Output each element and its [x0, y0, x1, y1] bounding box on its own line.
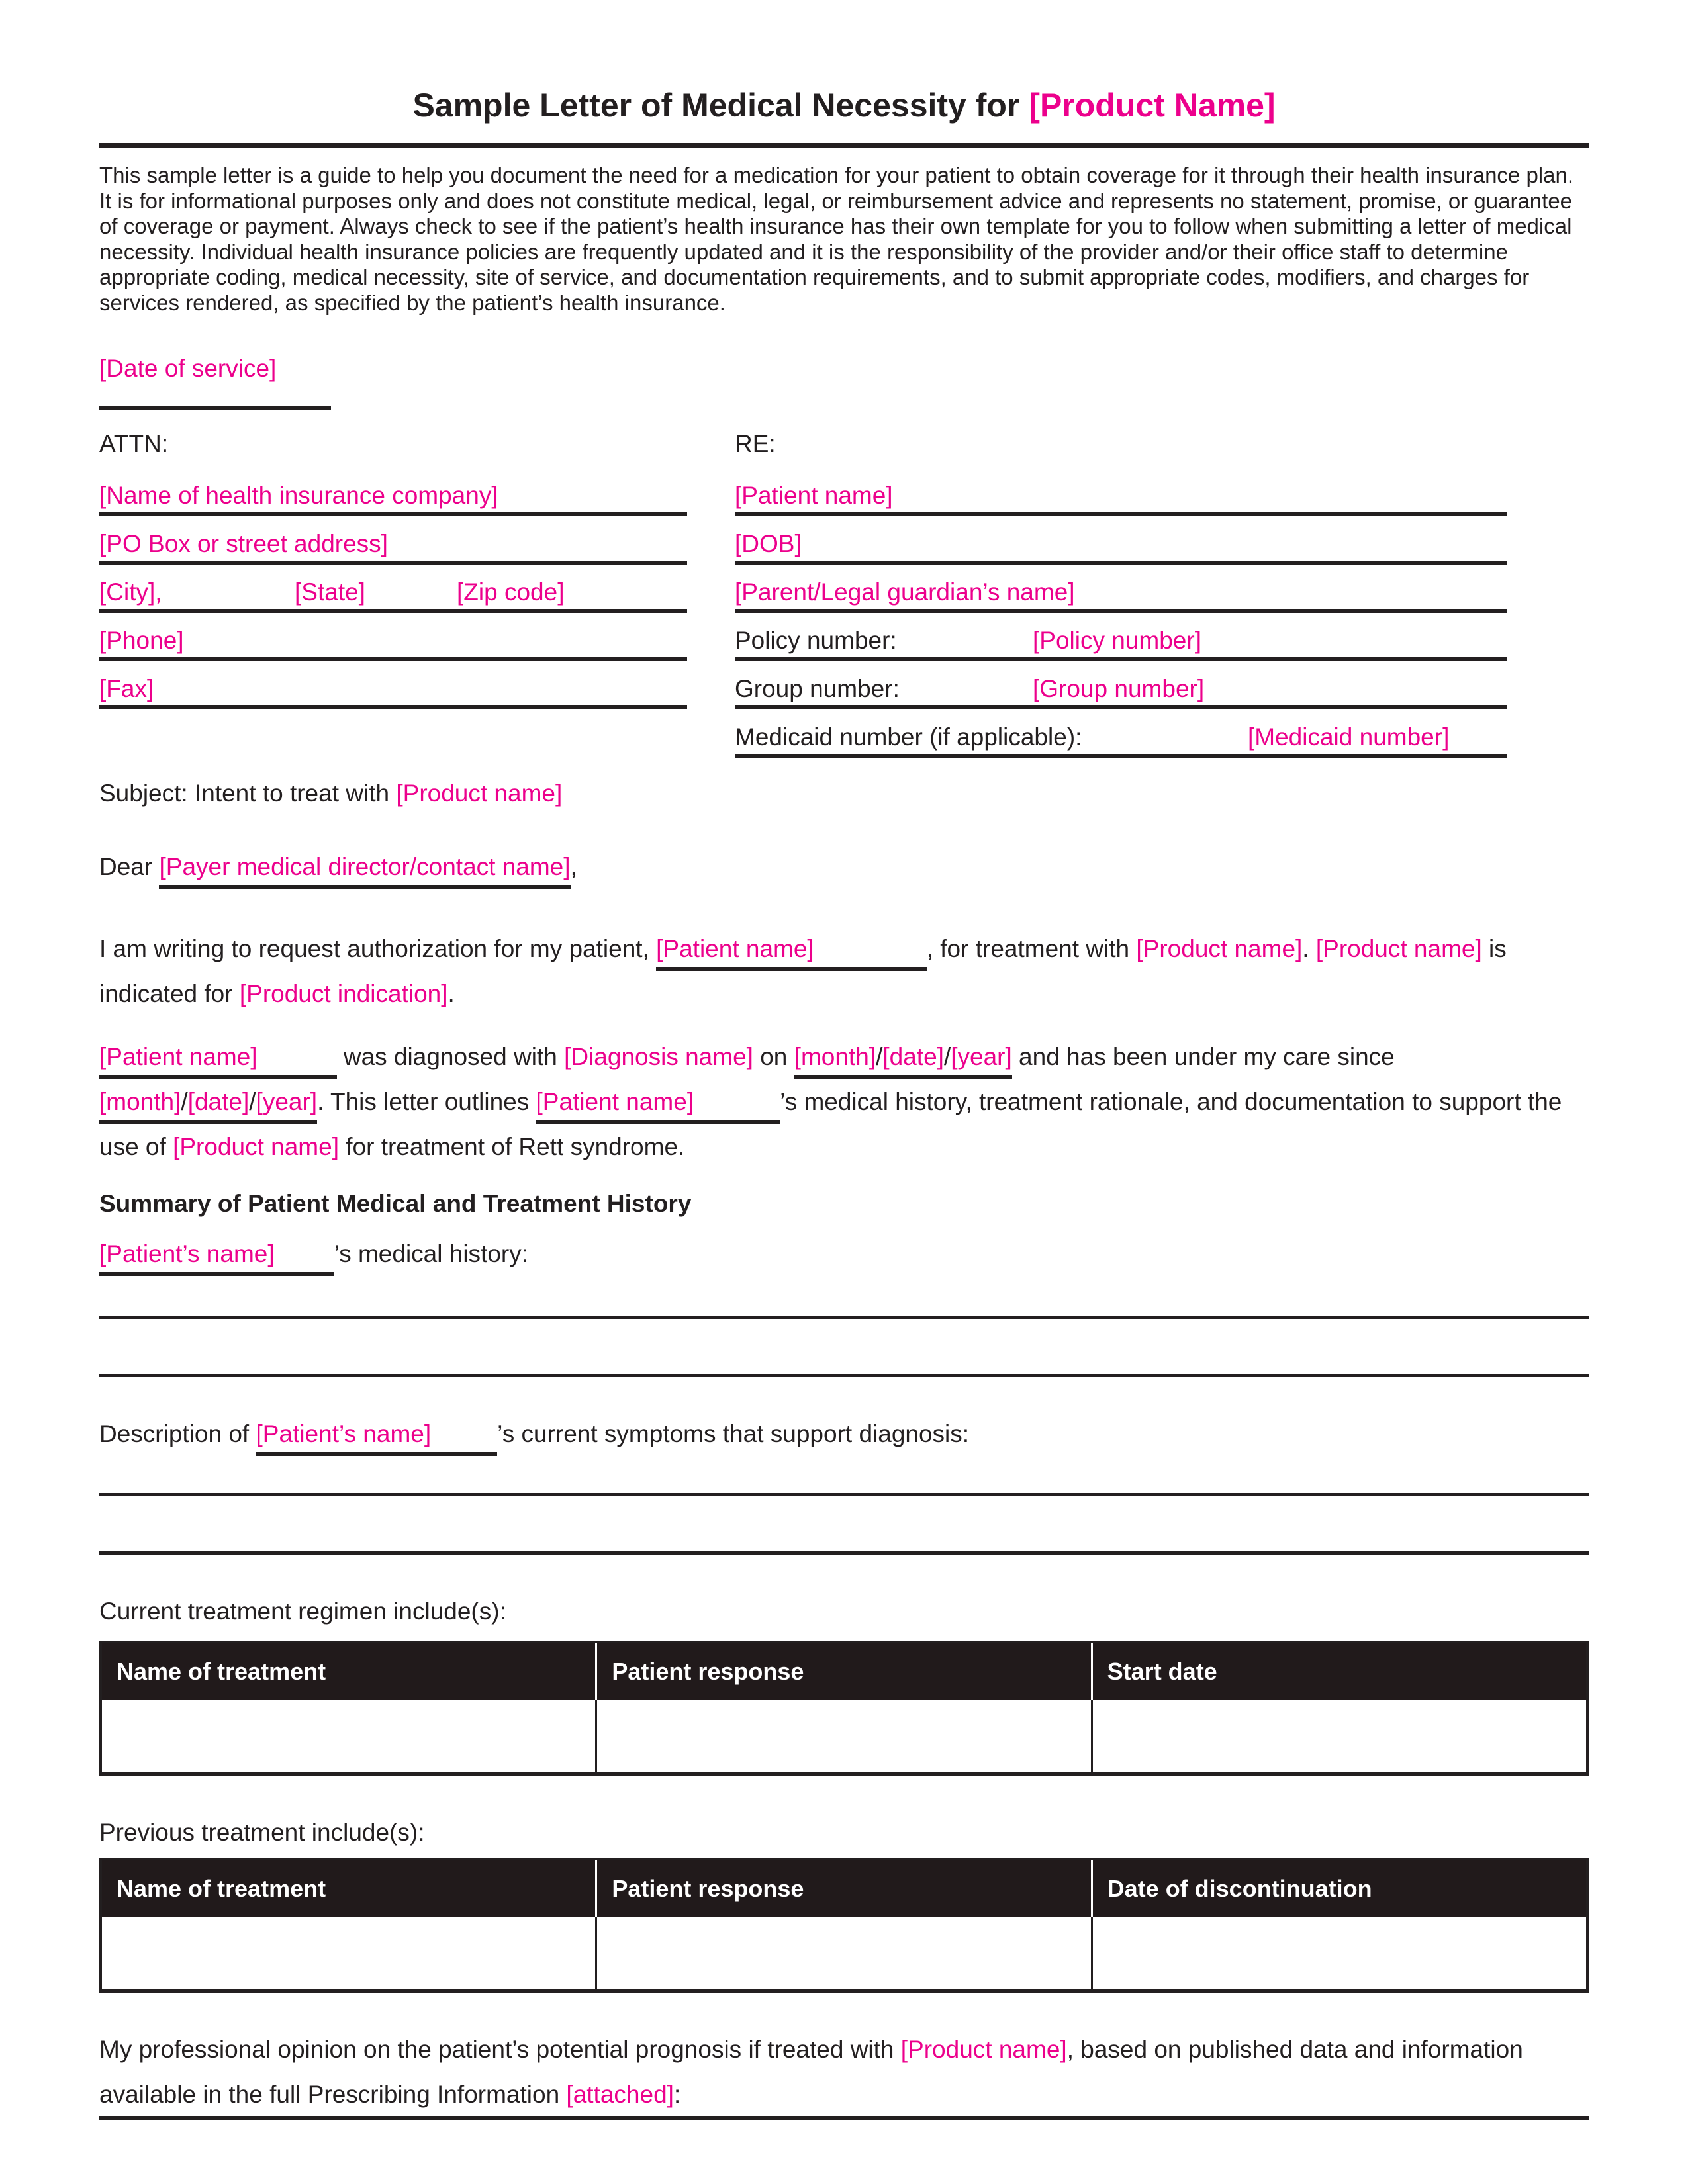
- para2-diagnosis-placeholder: [Diagnosis name]: [564, 1043, 753, 1070]
- field-group-number: [735, 661, 1507, 709]
- re-label: RE:: [735, 430, 776, 457]
- field-dob: [735, 516, 1507, 565]
- para2-date2-fill: [99, 1088, 317, 1124]
- writing-line: [99, 1316, 1589, 1319]
- previous-treatment-table: [99, 1858, 1589, 1993]
- para2-slash: /: [181, 1088, 188, 1115]
- para2-patient1-placeholder: [Patient name]: [99, 1043, 258, 1070]
- header-patient-response: Patient response: [597, 1860, 1092, 1917]
- medhist-patient-fill: [99, 1240, 334, 1276]
- description-text2: ’s current symptoms that support diagnosis:: [497, 1420, 970, 1447]
- page-title-text: Sample Letter of Medical Necessity for: [412, 87, 1029, 124]
- salutation-line: [99, 853, 1589, 881]
- para1-text2: , for treatment with: [926, 935, 1137, 962]
- para1-blank: [814, 956, 927, 957]
- previous-treatment-caption: Previous treatment include(s):: [99, 1819, 425, 1846]
- para1-text4: is indicated for: [99, 935, 1507, 1007]
- para2-date1-placeholder: [date]: [882, 1043, 944, 1070]
- para1-patient-fill: [656, 935, 927, 971]
- writing-line: [99, 2116, 1589, 2120]
- subject-line: [99, 780, 1589, 807]
- para2-slash: /: [876, 1043, 883, 1070]
- para2-patient2-fill: [536, 1088, 780, 1124]
- medhist-text: ’s medical history:: [334, 1240, 529, 1267]
- para2-patient2-placeholder: [Patient name]: [536, 1088, 694, 1115]
- para2-year1-placeholder: [year]: [951, 1043, 1012, 1070]
- para1-product1-placeholder: [Product name]: [1136, 935, 1303, 962]
- para1-text3: .: [1302, 935, 1316, 962]
- patient-name-placeholder: [Patient name]: [735, 482, 893, 509]
- description-text: Description of: [99, 1420, 256, 1447]
- date-of-service-placeholder: [Date of service]: [99, 355, 277, 382]
- para2-month2-placeholder: [month]: [99, 1088, 181, 1115]
- field-guardian-name: [735, 565, 1507, 613]
- closing-text2: , based on published data and information available in the full Prescribing Information: [99, 2036, 1523, 2108]
- para2-month1-placeholder: [month]: [794, 1043, 876, 1070]
- current-treatment-caption: Current treatment regimen include(s):: [99, 1598, 506, 1625]
- para1-product2-placeholder: [Product name]: [1315, 935, 1482, 962]
- empty-cell: [597, 1917, 1092, 1989]
- medhist-blank: [275, 1261, 334, 1262]
- page-title-product-placeholder: [Product Name]: [1029, 87, 1276, 124]
- writing-line: [99, 1551, 1589, 1555]
- header-patient-response: Patient response: [597, 1643, 1092, 1700]
- street-address-placeholder: [PO Box or street address]: [99, 530, 388, 557]
- field-phone: [99, 613, 687, 661]
- para2-text6: for treatment of Rett syndrome.: [338, 1133, 685, 1160]
- closing-product-placeholder: [Product name]: [900, 2036, 1067, 2063]
- header-name-of-treatment: Name of treatment: [102, 1860, 597, 1917]
- insurance-company-placeholder: [Name of health insurance company]: [99, 482, 498, 509]
- empty-cell: [1093, 1917, 1586, 1989]
- field-fax: [99, 661, 687, 709]
- para2-slash: /: [249, 1088, 256, 1115]
- date-of-service-fill-line: [99, 406, 331, 410]
- medicaid-number-label: Medicaid number (if applicable):: [735, 723, 1082, 751]
- phone-placeholder: [Phone]: [99, 627, 184, 654]
- field-medicaid-number: [735, 709, 1507, 758]
- closing-attached-placeholder: [attached]: [566, 2081, 674, 2108]
- intro-disclaimer: This sample letter is a guide to help you document the need for a medication for your patient to obtain coverage for it through their health insurance plan. It is for informational purposes only and does not constitute medical, legal, or reimbursement advice and represents no statement, promise, or guarantee of coverage or payment. Always check to see if the patient’s health insurance has their own template for you to follow when submitting a letter of medical necessity. Individual health insurance policies are frequently updated and it is the responsibility of the provider and/or their office staff to determine appropriate coding, medical necessity, site of service, and documentation requirements, and to submit appropriate codes, modifiers, and charges for services rendered, as specified by the patient’s health insurance.: [99, 163, 1574, 315]
- para2-slash: /: [943, 1043, 951, 1070]
- previous-treatment-header-row: [102, 1860, 1586, 1917]
- para1-patient-placeholder: [Patient name]: [656, 935, 814, 962]
- paragraph-diagnosis-history: [99, 1034, 1589, 1169]
- para1-text: I am writing to request authorization for my patient,: [99, 935, 657, 962]
- city-placeholder: [City],: [99, 578, 162, 606]
- symptoms-description-line: [99, 1420, 1589, 1448]
- current-treatment-table: [99, 1641, 1589, 1776]
- para2-text1: was diagnosed with: [336, 1043, 565, 1070]
- medicaid-number-placeholder: [Medicaid number]: [1248, 723, 1450, 751]
- salutation-comma: ,: [570, 853, 577, 880]
- para2-year2-placeholder: [year]: [256, 1088, 318, 1115]
- field-policy-number: [735, 613, 1507, 661]
- para2-date2-placeholder: [date]: [187, 1088, 250, 1115]
- description-patient-fill: [256, 1420, 498, 1456]
- para2-text3: and has been under my care since: [1011, 1043, 1395, 1070]
- policy-number-placeholder: [Policy number]: [1033, 627, 1201, 654]
- fax-placeholder: [Fax]: [99, 675, 154, 702]
- para2-text5: ’s medical history, treatment rationale, and documentation to support the use of: [99, 1088, 1562, 1160]
- empty-cell: [102, 1917, 597, 1989]
- field-city-state-zip: [99, 565, 687, 613]
- zip-placeholder: [Zip code]: [457, 578, 565, 606]
- field-patient-name: [735, 468, 1507, 516]
- subject-product-placeholder: [Product name]: [396, 780, 563, 807]
- closing-colon: :: [673, 2081, 681, 2108]
- header-name-of-treatment: Name of treatment: [102, 1643, 597, 1700]
- para2-blank1: [258, 1064, 337, 1065]
- field-insurance-company: [99, 468, 687, 516]
- description-blank: [431, 1441, 497, 1442]
- para1-period: .: [447, 980, 455, 1007]
- title-rule: [99, 143, 1589, 148]
- medical-history-line: [99, 1240, 1589, 1268]
- attn-label: ATTN:: [99, 430, 169, 457]
- para2-date1-fill: [794, 1043, 1012, 1079]
- state-placeholder: [State]: [295, 578, 365, 606]
- empty-cell: [1093, 1700, 1586, 1772]
- policy-number-label: Policy number:: [735, 627, 897, 654]
- para2-text2: on: [753, 1043, 794, 1070]
- summary-heading: Summary of Patient Medical and Treatment History: [99, 1190, 692, 1217]
- para2-product-placeholder: [Product name]: [173, 1133, 339, 1160]
- previous-treatment-empty-row: [102, 1917, 1586, 1989]
- header-start-date: Start date: [1107, 1657, 1217, 1685]
- page-title: [0, 85, 1688, 126]
- payer-contact-placeholder: [Payer medical director/contact name]: [159, 853, 570, 889]
- dob-placeholder: [DOB]: [735, 530, 802, 557]
- salutation-dear: Dear: [99, 853, 160, 880]
- group-number-label: Group number:: [735, 675, 900, 702]
- guardian-name-placeholder: [Parent/Legal guardian’s name]: [735, 578, 1075, 606]
- field-street-address: [99, 516, 687, 565]
- empty-cell: [102, 1700, 597, 1772]
- group-number-placeholder: [Group number]: [1033, 675, 1205, 702]
- paragraph-authorization-request: [99, 927, 1589, 1017]
- current-treatment-header-row: [102, 1643, 1586, 1700]
- medhist-patient-placeholder: [Patient’s name]: [99, 1240, 275, 1267]
- description-patient-placeholder: [Patient’s name]: [256, 1420, 432, 1447]
- writing-line: [99, 1493, 1589, 1496]
- subject-text: Subject: Intent to treat with: [99, 780, 397, 807]
- para2-text4: . This letter outlines: [317, 1088, 536, 1115]
- para2-blank2: [694, 1109, 780, 1110]
- writing-line: [99, 1374, 1589, 1377]
- empty-cell: [597, 1700, 1092, 1772]
- header-date-of-discontinuation: Date of discontinuation: [1107, 1874, 1372, 1902]
- current-treatment-empty-row: [102, 1700, 1586, 1772]
- closing-text1: My professional opinion on the patient’s potential prognosis if treated with: [99, 2036, 901, 2063]
- para2-patient1-fill: [99, 1043, 337, 1079]
- para1-indication-placeholder: [Product indication]: [239, 980, 448, 1007]
- paragraph-professional-opinion: [99, 2027, 1589, 2117]
